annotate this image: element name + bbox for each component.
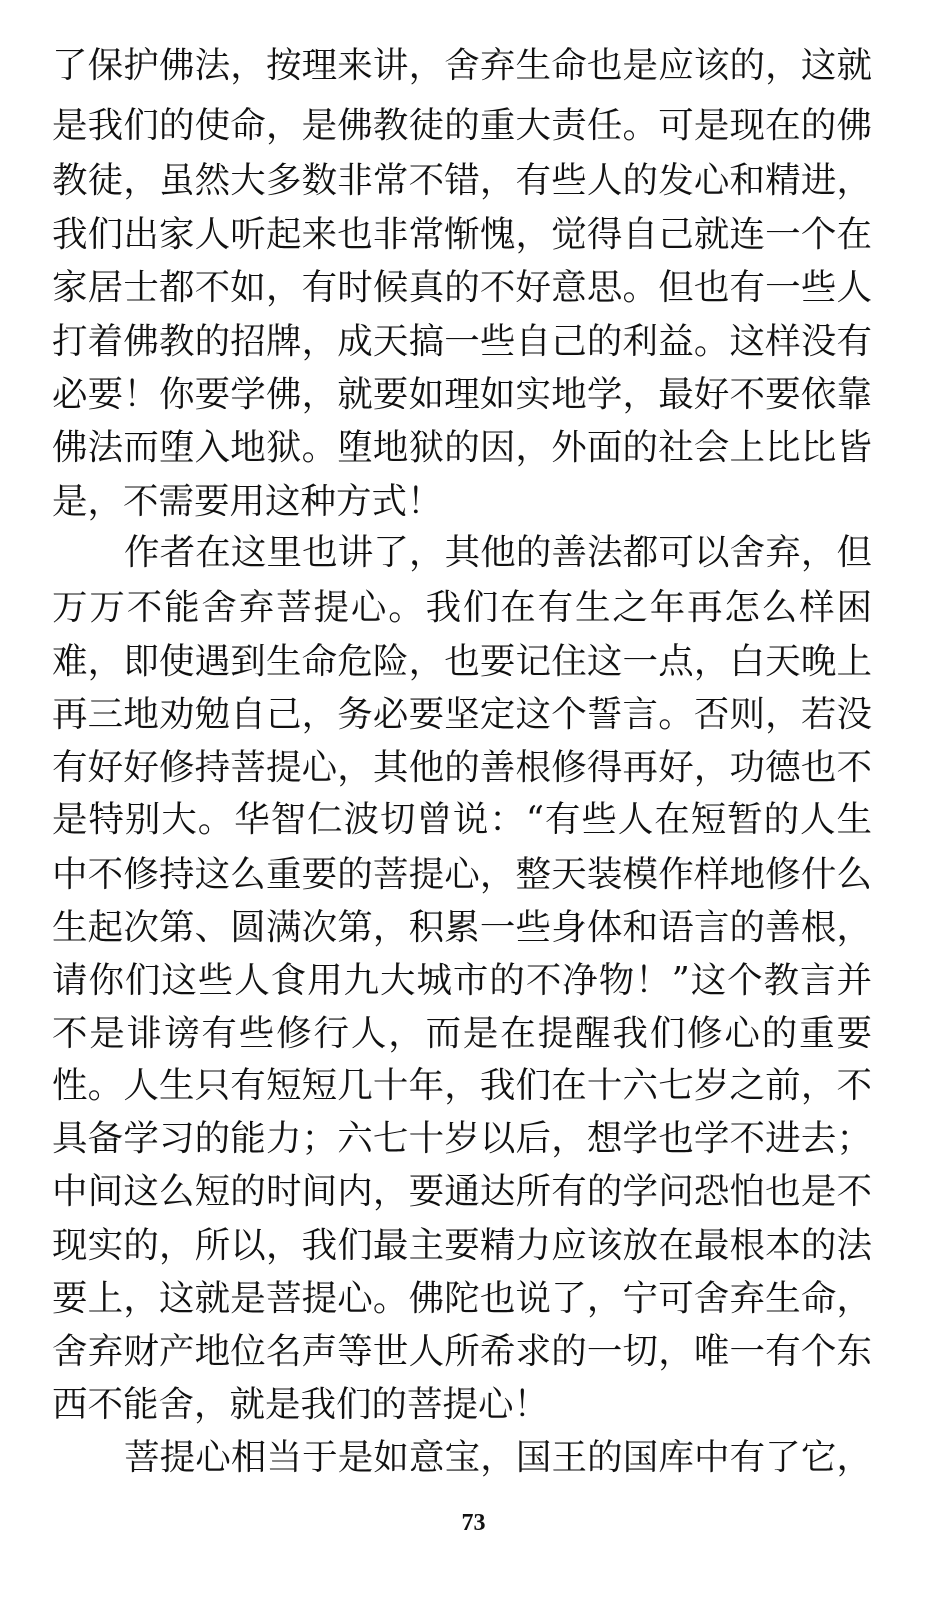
text-line: 佛法而堕入地狱。堕地狱的因，外面的社会上比比皆 (52, 427, 872, 468)
text-line: 了保护佛法，按理来讲，舍弃生命也是应该的，这就 (52, 45, 872, 86)
text-line: 再三地劝勉自己，务必要坚定这个誓言。否则，若没 (52, 694, 872, 735)
text-line: 西不能舍，就是我们的菩提心！ (52, 1384, 550, 1425)
text-line: 教徒，虽然大多数非常不错，有些人的发心和精进， (52, 160, 872, 201)
text-line: 不是诽谤有些修行人，而是在提醒我们修心的重要 (52, 1013, 872, 1054)
paragraph-first-line: 作者在这里也讲了，其他的善法都可以舍弃，但 (124, 532, 872, 573)
text-line: 性。人生只有短短几十年，我们在十六七岁之前，不 (52, 1065, 872, 1106)
text-line: 万万不能舍弃菩提心。我们在有生之年再怎么样困 (52, 587, 872, 628)
text-line: 打着佛教的招牌，成天搞一些自己的利益。这样没有 (52, 321, 872, 362)
text-line: 是我们的使命，是佛教徒的重大责任。可是现在的佛 (52, 105, 872, 146)
text-line: 要上，这就是菩提心。佛陀也说了，宁可舍弃生命， (52, 1278, 872, 1319)
page-number: 73 (461, 1510, 486, 1536)
text-line: 具备学习的能力；六七十岁以后，想学也学不进去； (52, 1118, 872, 1159)
text-line: 是特别大。华智仁波切曾说：“有些人在短暂的人生 (52, 799, 872, 840)
text-line: 中不修持这么重要的菩提心，整天装模作样地修什么 (52, 854, 872, 895)
text-line: 有好好修持菩提心，其他的善根修得再好，功德也不 (52, 747, 872, 788)
text-line: 请你们这些人食用九大城市的不净物！”这个教言并 (52, 960, 872, 1001)
paragraph-first-line: 菩提心相当于是如意宝，国王的国库中有了它， (124, 1437, 872, 1478)
text-line: 难，即使遇到生命危险，也要记住这一点，白天晚上 (52, 641, 872, 682)
text-line: 家居士都不如，有时候真的不好意思。但也有一些人 (52, 267, 872, 308)
text-line: 生起次第、圆满次第，积累一些身体和语言的善根， (52, 907, 872, 948)
text-line: 舍弃财产地位名声等世人所希求的一切，唯一有个东 (52, 1331, 872, 1372)
text-line: 必要！你要学佛，就要如理如实地学，最好不要依靠 (52, 374, 872, 415)
text-line: 是，不需要用这种方式！ (52, 481, 443, 522)
text-line: 现实的，所以，我们最主要精力应该放在最根本的法 (52, 1225, 872, 1266)
text-line: 中间这么短的时间内，要通达所有的学问恐怕也是不 (52, 1171, 872, 1212)
text-line: 我们出家人听起来也非常惭愧，觉得自己就连一个在 (52, 214, 872, 255)
